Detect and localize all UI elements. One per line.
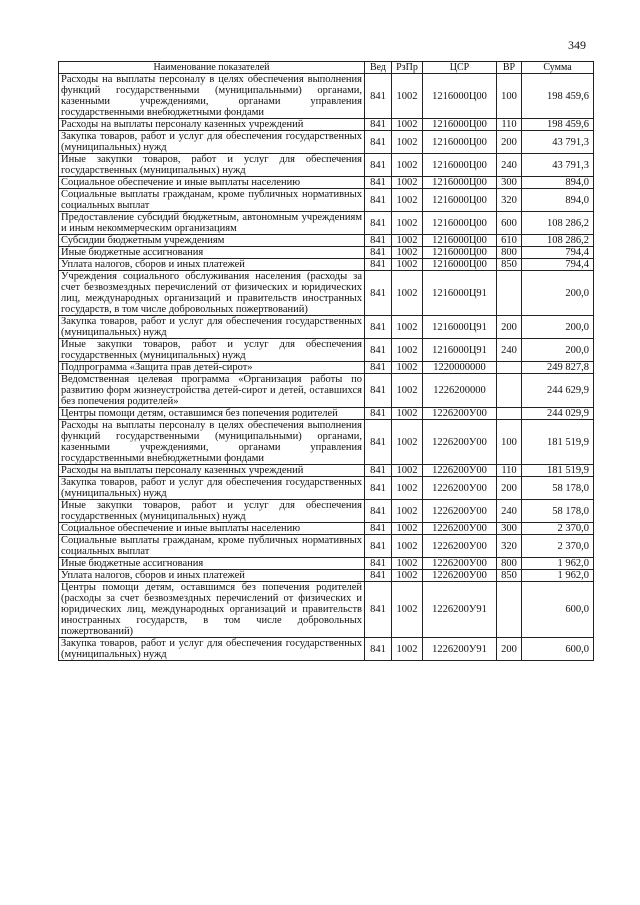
cell-rzpr: 1002 xyxy=(392,558,423,570)
cell-sum: 58 178,0 xyxy=(522,477,594,500)
cell-sum: 249 827,8 xyxy=(522,362,594,374)
cell-name: Закупка товаров, работ и услуг для обеспечения государственных (муниципальных) нужд xyxy=(59,477,365,500)
cell-sum: 43 791,3 xyxy=(522,154,594,177)
cell-sum: 108 286,2 xyxy=(522,212,594,235)
cell-vr: 200 xyxy=(497,131,522,154)
cell-sum: 181 519,9 xyxy=(522,420,594,465)
table-row xyxy=(59,259,594,271)
cell-ved: 841 xyxy=(365,535,392,558)
cell-name: Подпрограмма «Защита прав детей-сирот» xyxy=(59,362,365,374)
cell-vr: 200 xyxy=(497,477,522,500)
table-row xyxy=(59,523,594,535)
table-row xyxy=(59,374,594,408)
cell-ved: 841 xyxy=(365,420,392,465)
table-row xyxy=(59,558,594,570)
cell-ved: 841 xyxy=(365,582,392,638)
cell-vr: 110 xyxy=(497,119,522,131)
cell-vr: 200 xyxy=(497,638,522,661)
cell-vr: 110 xyxy=(497,465,522,477)
cell-rzpr: 1002 xyxy=(392,131,423,154)
cell-vr: 100 xyxy=(497,420,522,465)
table-row xyxy=(59,362,594,374)
cell-csr: 1226200У00 xyxy=(423,558,497,570)
cell-ved: 841 xyxy=(365,339,392,362)
cell-vr: 850 xyxy=(497,570,522,582)
cell-rzpr: 1002 xyxy=(392,235,423,247)
cell-sum: 198 459,6 xyxy=(522,119,594,131)
cell-vr: 100 xyxy=(497,74,522,119)
cell-ved: 841 xyxy=(365,500,392,523)
cell-name: Расходы на выплаты персоналу в целях обеспечения выполнения функций государственными (муниципальными) органами, казенными учреждениями, органами управления государственными внебюджетными фондами xyxy=(59,420,365,465)
cell-name: Иные закупки товаров, работ и услуг для обеспечения государственных (муниципальных) нужд xyxy=(59,339,365,362)
header-csr: ЦСР xyxy=(423,62,497,74)
cell-sum: 1 962,0 xyxy=(522,570,594,582)
cell-csr: 1216000Ц91 xyxy=(423,316,497,339)
table-row xyxy=(59,131,594,154)
cell-rzpr: 1002 xyxy=(392,535,423,558)
table-row xyxy=(59,271,594,316)
cell-csr: 1216000Ц00 xyxy=(423,119,497,131)
cell-sum: 198 459,6 xyxy=(522,74,594,119)
cell-sum: 244 629,9 xyxy=(522,374,594,408)
cell-vr: 240 xyxy=(497,500,522,523)
table-row xyxy=(59,74,594,119)
cell-csr: 1226200У00 xyxy=(423,535,497,558)
cell-sum: 43 791,3 xyxy=(522,131,594,154)
cell-ved: 841 xyxy=(365,570,392,582)
cell-sum: 181 519,9 xyxy=(522,465,594,477)
cell-name: Субсидии бюджетным учреждениям xyxy=(59,235,365,247)
cell-sum: 600,0 xyxy=(522,638,594,661)
cell-rzpr: 1002 xyxy=(392,339,423,362)
cell-csr: 1226200У00 xyxy=(423,408,497,420)
cell-sum: 600,0 xyxy=(522,582,594,638)
table-row xyxy=(59,477,594,500)
cell-ved: 841 xyxy=(365,177,392,189)
cell-ved: 841 xyxy=(365,259,392,271)
cell-csr: 1216000Ц00 xyxy=(423,74,497,119)
cell-rzpr: 1002 xyxy=(392,638,423,661)
cell-sum: 200,0 xyxy=(522,316,594,339)
table-row xyxy=(59,177,594,189)
cell-rzpr: 1002 xyxy=(392,500,423,523)
table-row xyxy=(59,582,594,638)
cell-csr: 1216000Ц91 xyxy=(423,271,497,316)
cell-rzpr: 1002 xyxy=(392,477,423,500)
cell-rzpr: 1002 xyxy=(392,259,423,271)
cell-rzpr: 1002 xyxy=(392,212,423,235)
cell-rzpr: 1002 xyxy=(392,362,423,374)
cell-ved: 841 xyxy=(365,119,392,131)
cell-ved: 841 xyxy=(365,189,392,212)
cell-name: Закупка товаров, работ и услуг для обеспечения государственных (муниципальных) нужд xyxy=(59,638,365,661)
cell-rzpr: 1002 xyxy=(392,374,423,408)
cell-ved: 841 xyxy=(365,154,392,177)
cell-name: Предоставление субсидий бюджетным, автономным учреждениям и иным некоммерческим организациям xyxy=(59,212,365,235)
cell-name: Центры помощи детям, оставшимся без попечения родителей xyxy=(59,408,365,420)
cell-csr: 1226200У91 xyxy=(423,638,497,661)
header-name: Наименование показателей xyxy=(59,62,365,74)
cell-ved: 841 xyxy=(365,212,392,235)
cell-sum: 200,0 xyxy=(522,339,594,362)
cell-name: Учреждения социального обслуживания населения (расходы за счет безвозмездных перечислений от физических и юридических лиц, международных организаций и правительств иностранных государств, в том числе добровольных пожертвований) xyxy=(59,271,365,316)
cell-sum: 894,0 xyxy=(522,189,594,212)
table-row xyxy=(59,638,594,661)
table-row xyxy=(59,189,594,212)
header-sum: Сумма xyxy=(522,62,594,74)
cell-ved: 841 xyxy=(365,408,392,420)
cell-ved: 841 xyxy=(365,638,392,661)
cell-ved: 841 xyxy=(365,316,392,339)
cell-name: Ведомственная целевая программа «Организация работы по развитию форм жизнеустройства детей-сирот и детей, оставшихся без попечения родителей» xyxy=(59,374,365,408)
table-row xyxy=(59,500,594,523)
table-row xyxy=(59,247,594,259)
cell-vr: 300 xyxy=(497,523,522,535)
cell-name: Уплата налогов, сборов и иных платежей xyxy=(59,570,365,582)
cell-csr: 1216000Ц00 xyxy=(423,259,497,271)
cell-name: Иные закупки товаров, работ и услуг для обеспечения государственных (муниципальных) нужд xyxy=(59,154,365,177)
cell-name: Уплата налогов, сборов и иных платежей xyxy=(59,259,365,271)
cell-rzpr: 1002 xyxy=(392,119,423,131)
cell-ved: 841 xyxy=(365,558,392,570)
cell-vr xyxy=(497,374,522,408)
cell-ved: 841 xyxy=(365,523,392,535)
budget-table xyxy=(58,61,594,661)
cell-sum: 244 029,9 xyxy=(522,408,594,420)
cell-name: Социальное обеспечение и иные выплаты населению xyxy=(59,177,365,189)
table-row xyxy=(59,339,594,362)
cell-vr: 240 xyxy=(497,339,522,362)
cell-ved: 841 xyxy=(365,465,392,477)
cell-csr: 1216000Ц00 xyxy=(423,212,497,235)
cell-sum: 794,4 xyxy=(522,247,594,259)
cell-sum: 894,0 xyxy=(522,177,594,189)
cell-csr: 1226200У00 xyxy=(423,570,497,582)
cell-sum: 108 286,2 xyxy=(522,235,594,247)
table-row xyxy=(59,570,594,582)
cell-csr: 1226200У00 xyxy=(423,477,497,500)
cell-name: Социальные выплаты гражданам, кроме публичных нормативных социальных выплат xyxy=(59,189,365,212)
cell-vr: 800 xyxy=(497,558,522,570)
cell-vr: 610 xyxy=(497,235,522,247)
table-row xyxy=(59,119,594,131)
cell-rzpr: 1002 xyxy=(392,408,423,420)
cell-rzpr: 1002 xyxy=(392,420,423,465)
table-header-row xyxy=(59,62,594,74)
cell-ved: 841 xyxy=(365,235,392,247)
cell-ved: 841 xyxy=(365,362,392,374)
cell-csr: 1226200У91 xyxy=(423,582,497,638)
cell-csr: 1216000Ц00 xyxy=(423,177,497,189)
cell-ved: 841 xyxy=(365,374,392,408)
cell-csr: 1216000Ц00 xyxy=(423,247,497,259)
cell-rzpr: 1002 xyxy=(392,247,423,259)
cell-sum: 1 962,0 xyxy=(522,558,594,570)
cell-rzpr: 1002 xyxy=(392,154,423,177)
cell-sum: 200,0 xyxy=(522,271,594,316)
cell-sum: 58 178,0 xyxy=(522,500,594,523)
cell-vr: 240 xyxy=(497,154,522,177)
table-row xyxy=(59,212,594,235)
cell-vr: 600 xyxy=(497,212,522,235)
cell-name: Иные бюджетные ассигнования xyxy=(59,558,365,570)
cell-rzpr: 1002 xyxy=(392,523,423,535)
cell-name: Расходы на выплаты персоналу казенных учреждений xyxy=(59,119,365,131)
header-rzpr: РзПр xyxy=(392,62,423,74)
cell-rzpr: 1002 xyxy=(392,177,423,189)
cell-csr: 1226200000 xyxy=(423,374,497,408)
cell-name: Расходы на выплаты персоналу казенных учреждений xyxy=(59,465,365,477)
cell-vr xyxy=(497,408,522,420)
cell-sum: 2 370,0 xyxy=(522,535,594,558)
cell-ved: 841 xyxy=(365,477,392,500)
cell-vr: 300 xyxy=(497,177,522,189)
cell-rzpr: 1002 xyxy=(392,582,423,638)
page-number: 349 xyxy=(568,38,586,52)
table-row xyxy=(59,465,594,477)
cell-rzpr: 1002 xyxy=(392,74,423,119)
cell-name: Центры помощи детям, оставшимся без попечения родителей (расходы за счет безвозмездных перечислений от физических и юридических лиц, международных организаций и правительств иностранных государств, в том числе добровольных пожертвований) xyxy=(59,582,365,638)
cell-vr xyxy=(497,362,522,374)
cell-ved: 841 xyxy=(365,74,392,119)
table-row xyxy=(59,154,594,177)
cell-sum: 794,4 xyxy=(522,259,594,271)
table-row xyxy=(59,408,594,420)
cell-vr: 320 xyxy=(497,189,522,212)
cell-name: Иные бюджетные ассигнования xyxy=(59,247,365,259)
cell-ved: 841 xyxy=(365,271,392,316)
cell-name: Социальное обеспечение и иные выплаты населению xyxy=(59,523,365,535)
header-vr: ВР xyxy=(497,62,522,74)
cell-vr xyxy=(497,271,522,316)
cell-rzpr: 1002 xyxy=(392,189,423,212)
cell-ved: 841 xyxy=(365,247,392,259)
cell-rzpr: 1002 xyxy=(392,316,423,339)
cell-ved: 841 xyxy=(365,131,392,154)
table-row xyxy=(59,316,594,339)
cell-rzpr: 1002 xyxy=(392,271,423,316)
cell-vr: 320 xyxy=(497,535,522,558)
cell-csr: 1216000Ц00 xyxy=(423,189,497,212)
cell-sum: 2 370,0 xyxy=(522,523,594,535)
cell-csr: 1226200У00 xyxy=(423,523,497,535)
cell-csr: 1216000Ц00 xyxy=(423,235,497,247)
cell-csr: 1226200У00 xyxy=(423,500,497,523)
table-row xyxy=(59,535,594,558)
cell-rzpr: 1002 xyxy=(392,570,423,582)
cell-csr: 1216000Ц00 xyxy=(423,154,497,177)
cell-vr: 200 xyxy=(497,316,522,339)
table-row xyxy=(59,235,594,247)
cell-vr: 800 xyxy=(497,247,522,259)
cell-rzpr: 1002 xyxy=(392,465,423,477)
cell-csr: 1226200У00 xyxy=(423,465,497,477)
cell-csr: 1216000Ц00 xyxy=(423,131,497,154)
cell-name: Закупка товаров, работ и услуг для обеспечения государственных (муниципальных) нужд xyxy=(59,131,365,154)
cell-vr: 850 xyxy=(497,259,522,271)
header-ved: Вед xyxy=(365,62,392,74)
table-row xyxy=(59,420,594,465)
cell-csr: 1226200У00 xyxy=(423,420,497,465)
cell-name: Закупка товаров, работ и услуг для обеспечения государственных (муниципальных) нужд xyxy=(59,316,365,339)
cell-csr: 1216000Ц91 xyxy=(423,339,497,362)
cell-name: Иные закупки товаров, работ и услуг для обеспечения государственных (муниципальных) нужд xyxy=(59,500,365,523)
cell-name: Расходы на выплаты персоналу в целях обеспечения выполнения функций государственными (муниципальными) органами, казенными учреждениями, органами управления государственными внебюджетными фондами xyxy=(59,74,365,119)
cell-csr: 1220000000 xyxy=(423,362,497,374)
cell-vr xyxy=(497,582,522,638)
cell-name: Социальные выплаты гражданам, кроме публичных нормативных социальных выплат xyxy=(59,535,365,558)
